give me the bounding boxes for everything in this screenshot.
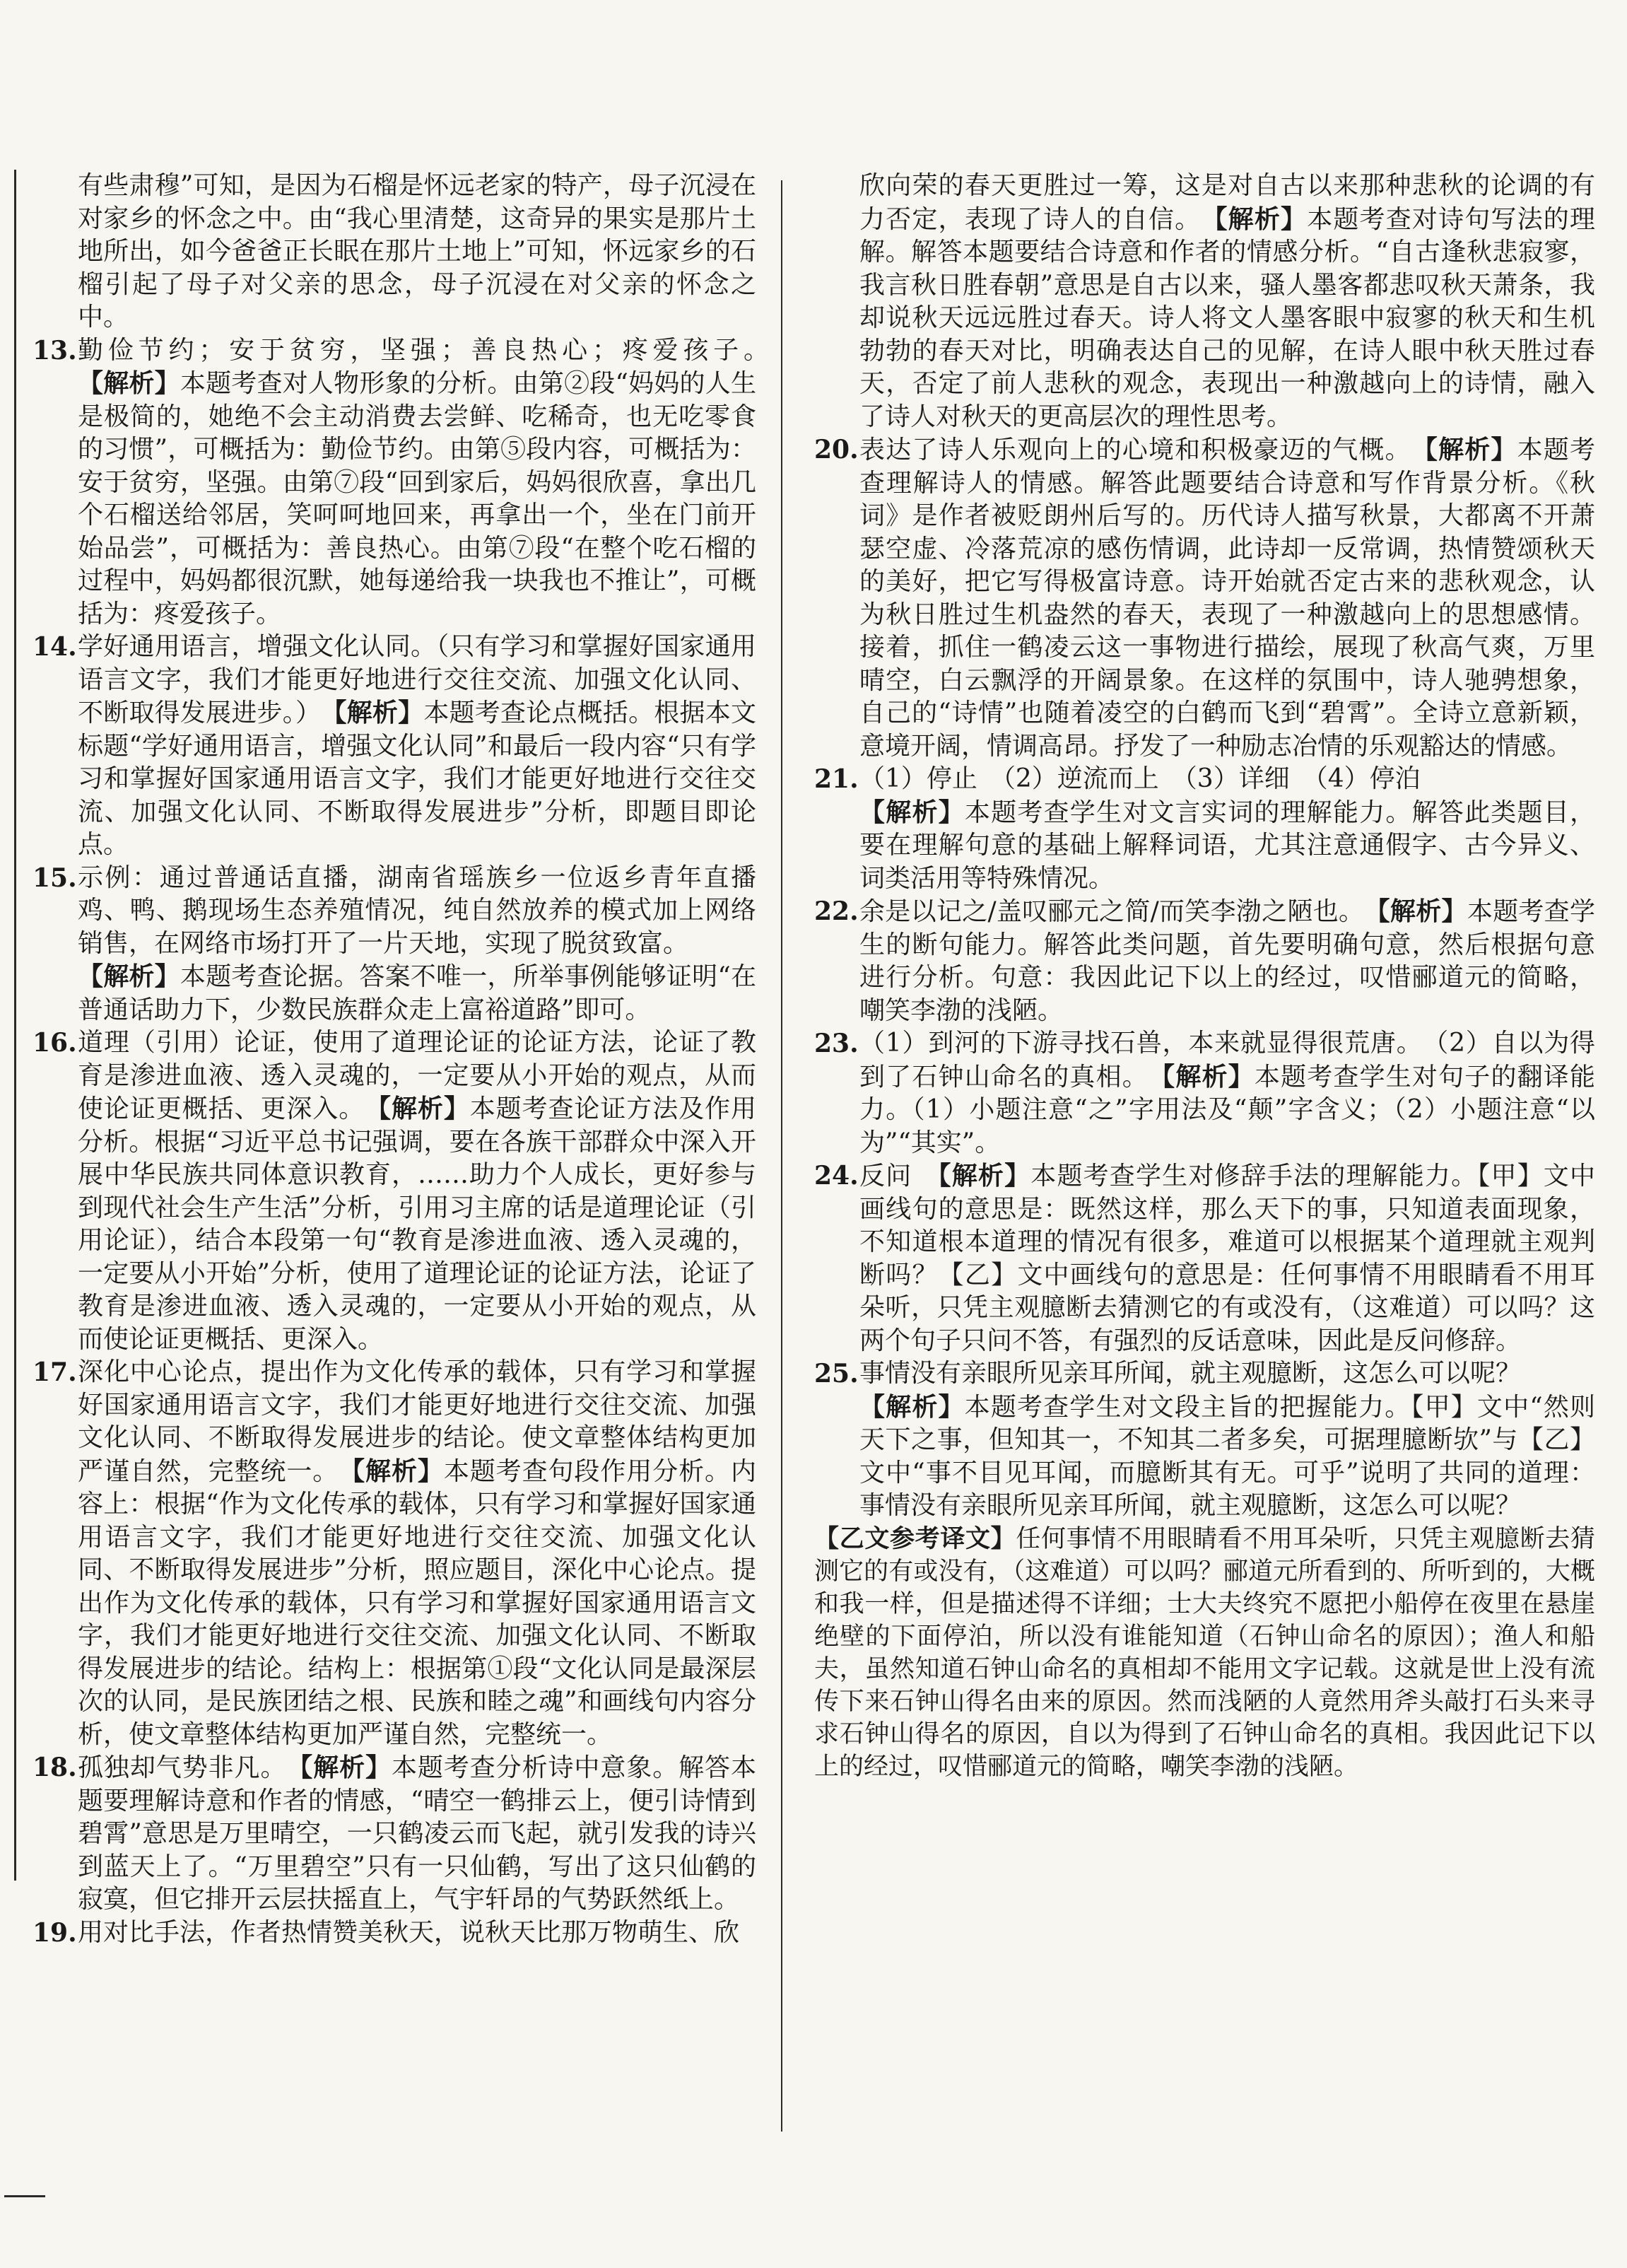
item-number: 24.	[814, 1161, 859, 1191]
item-text	[78, 862, 756, 1027]
analysis-tag: 【解析】	[78, 368, 180, 398]
analysis-text: 本题考查对人物形象的分析。由第②段“妈妈的人生是极简的，她绝不会主动消费去尝鲜、吃稀奇，也无吃零食的习惯”，可概括为：勤俭节约。由第⑤段内容，可概括为：安于贫穷，坚强。由第⑦段“回到家后，妈妈很欣喜，拿出几个石榴送给邻居，笑呵呵地回来，再拿出一个，坐在门前开始品尝”，可概括为：善良热心。由第⑦段“在整个吃石榴的过程中，妈妈都很沉默，她每递给我一块我也不推让”，可概括为：疼爱孩子。	[78, 369, 756, 629]
answer-text: 欣向荣的春天更胜过一筹，这是对自古以来那种悲秋的论调的有力否定，表现了诗人的自信。	[859, 171, 1595, 234]
answer-item-16	[33, 1027, 756, 1356]
analysis-text: 本题考查学生对修辞手法的理解能力。【甲】文中画线句的意思是：既然这样，那么天下的事，只知道表面现象，不知道根本道理的情况有很多，难道可以根据某个道理就主观判断吗？【乙】文中画线句的意思是：任何事情不用眼睛看不用耳朵听，只凭主观臆断去猜测它的有或没有，（这难道）可以吗？这两个句子只问不答，有强烈的反话意味，因此是反问修辞。	[859, 1162, 1595, 1355]
item-text	[78, 334, 756, 631]
analysis-text: 本题考查学生对文段主旨的把握能力。【甲】文中“然则天下之事，但知其一，不知其二者多矣，可据理臆断欤”与【乙】文中“事不目见耳闻，而臆断其有无。可乎”说明了共同的道理：事情没有亲眼所见亲耳所闻，就主观臆断，这怎么可以呢？	[859, 1392, 1595, 1520]
analysis-text: 本题考查分析诗中意象。解答本题要理解诗意和作者的情感，“晴空一鹤排云上，便引诗情到碧霄”意思是万里晴空，一只鹤凌云而飞起，就引发我的诗兴到蓝天上了。“万里碧空”只有一只仙鹤，写出了这只仙鹤的寂寞，但它排开云层扶摇直上，气宇轩昂的气势跃然纸上。	[78, 1753, 756, 1914]
answer-text: 表达了诗人乐观向上的心境和积极豪迈的气概。	[859, 436, 1399, 464]
analysis-text: 本题考查对诗句写法的理解。解答本题要结合诗意和作者的情感分析。“自古逢秋悲寂寥，我言秋日胜春朝”意思是自古以来，骚人墨客都悲叹秋天萧条，我却说秋天远远胜过春天。诗人将文人墨客眼中寂寥的秋天和生机勃勃的春天对比，明确表达自己的见解，在诗人眼中秋天胜过春天，否定了前人悲秋的观念，表现出一种激越向上的诗情，融入了诗人对秋天的更高层次的理性思考。	[859, 204, 1595, 431]
analysis-tag: 【解析】	[1424, 435, 1517, 464]
answer-text: 反问	[859, 1162, 912, 1191]
analysis-text: 本题考查学生对文言实词的理解能力。解答此类题目，要在理解句意的基础上解释词语，尤其注意通假字、古今异义、词类活用等特殊情况。	[859, 797, 1595, 893]
item-number: 19.	[33, 1917, 77, 1948]
analysis-text: 本题考查论据。答案不唯一，所举事例能够证明“在普通话助力下，少数民族群众走上富裕道路”即可。	[78, 962, 756, 1024]
item-text	[859, 1027, 1595, 1159]
answer-item-17	[33, 1356, 756, 1751]
answer-text: 事情没有亲眼所见亲耳所闻，就主观臆断，这怎么可以呢？	[859, 1359, 1522, 1388]
translation-label: 【乙文参考译文】	[814, 1524, 1016, 1553]
item-text	[78, 1356, 756, 1751]
answer-text: 深化中心论点，提出作为文化传承的载体，只有学习和掌握好国家通用语言文字，我们才能更好地进行交往交流、加强文化认同、不断取得发展进步的结论。使文章整体结构更加严谨自然，完整统一。	[78, 1357, 756, 1486]
analysis-text: 本题考查学生的断句能力。解答此类问题，首先要明确句意，然后根据句意进行分析。句意：我因此记下以上的经过，叹惜郦道元的简略，嘲笑李渤的浅陋。	[859, 897, 1595, 1025]
item-12-continuation: 有些肃穆”可知，是因为石榴是怀远老家的特产，母子沉浸在对家乡的怀念之中。由“我心里清楚，这奇异的果实是那片土地所出，如今爸爸正长眠在那片土地上”可知，怀远家乡的石榴引起了母子对父亲的思念，母子沉浸在对父亲的怀念之中。	[78, 171, 756, 332]
item-number: 18.	[33, 1753, 77, 1782]
analysis-tag: 【解析】	[859, 797, 965, 827]
item-text	[859, 1357, 1595, 1523]
analysis-tag: 【解析】	[1214, 204, 1308, 234]
footer-rule	[4, 2195, 45, 2197]
answer-text: 示例：通过普通话直播，湖南省瑶族乡一位返乡青年直播鸡、鸭、鹅现场生态养殖情况，纯自然放养的模式加上网络销售，在网络市场打开了一片天地，实现了脱贫致富。	[78, 863, 756, 958]
item-text	[859, 1159, 1595, 1357]
answer-text: 勤俭节约；安于贫穷，坚强；善良热心；疼爱孩子。	[78, 335, 756, 365]
answer-item-19	[33, 1917, 756, 1950]
answer-item-18	[33, 1751, 756, 1917]
item-number: 22.	[814, 896, 859, 926]
answer-text: （1）到河的下游寻找石兽，本来就显得很荒唐。 （2）自以为得到了石钟山命名的真相。	[859, 1029, 1595, 1092]
item-text	[859, 895, 1595, 1027]
answer-text: 学好通用语言，增强文化认同。（只有学习和掌握好国家通用语言文字，我们才能更好地进行交往交流、加强文化认同、不断取得发展进步。）	[78, 632, 756, 727]
analysis-text: 本题考查论点概括。根据本文标题“学好通用语言，增强文化认同”和最后一段内容“只有学习和掌握好国家通用语言文字，我们才能更好地进行交往交流、加强文化认同、不断取得发展进步”分析，即题目即论点。	[78, 698, 756, 859]
answer-item-14	[33, 631, 756, 862]
analysis-tag: 【解析】	[1377, 896, 1467, 926]
item-number: 21.	[814, 764, 859, 794]
answer-item-22	[814, 895, 1595, 1027]
item-number: 14.	[33, 632, 77, 662]
right-column	[814, 170, 1595, 1783]
item-text	[78, 1027, 756, 1356]
analysis-tag: 【解析】	[78, 961, 180, 991]
analysis-tag: 【解析】	[1162, 1061, 1255, 1092]
left-column	[33, 170, 756, 1949]
answer-text: （1）停止 （2）逆流而上 （3）详细 （4）停泊	[859, 764, 1421, 793]
item-number: 13.	[33, 335, 77, 366]
analysis-tag: 【解析】	[300, 1753, 392, 1782]
analysis-tag: 【解析】	[938, 1161, 1031, 1191]
analysis-tag: 【解析】	[334, 698, 424, 727]
answer-text: 孤独却气势非凡。	[78, 1753, 274, 1782]
left-margin-rule	[14, 170, 16, 1881]
item-number: 20.	[814, 435, 859, 464]
answer-item-24	[814, 1159, 1595, 1357]
answer-item-23	[814, 1027, 1595, 1159]
analysis-text: 本题考查论证方法及作用分析。根据“习近平总书记强调，要在各族干部群众中深入开展中华民族共同体意识教育，……助力个人成长，更好参与到现代社会生产生活”分析，引用习主席的话是道理论证（引用论证），结合本段第一句“教育是渗进血液、透入灵魂的，一定要从小开始”分析，使用了道理论证的论证方法，论证了教育是渗进血液、透入灵魂的，一定要从小开始的观点，从而使论证更概括、更深入。	[78, 1094, 756, 1354]
item-text	[78, 631, 756, 862]
analysis-text: 本题考查句段作用分析。内容上：根据“作为文化传承的载体，只有学习和掌握好国家通用语言文字，我们才能更好地进行交往交流、加强文化认同、不断取得发展进步”分析，照应题目，深化中心论点。提出作为文化传承的载体，只有学习和掌握好国家通用语言文字，我们才能更好地进行交往交流、加强文化认同、不断取得发展进步的结论。结构上：根据第①段“文化认同是最深层次的认同，是民族团结之根、民族和睦之魂”和画线句内容分析，使文章整体结构更加严谨自然，完整统一。	[78, 1456, 756, 1749]
answer-item-15	[33, 862, 756, 1027]
item-number: 23.	[814, 1029, 859, 1058]
item-number: 17.	[33, 1357, 77, 1387]
item-19-continuation	[859, 170, 1595, 433]
answer-item-25	[814, 1357, 1595, 1523]
translation-text: 任何事情不用眼睛看不用耳朵听，只凭主观臆断去猜测它的有或没有，（这难道）可以吗？郦道元所看到的、所听到的，大概和我一样，但是描述得不详细；士大夫终究不愿把小船停在夜里在悬崖绝壁的下面停泊，所以没有谁能知道（石钟山命名的原因）；渔人和船夫，虽然知道石钟山命名的真相却不能用文字记载。这就是世上没有流传下来石钟山得名由来的原因。然而浅陋的人竟然用斧头敲打石头来寻求石钟山得名的原因，自以为得到了石钟山命名的真相。我因此记下以上的经过，叹惜郦道元的简略，嘲笑李渤的浅陋。	[814, 1524, 1595, 1781]
reference-translation	[814, 1523, 1595, 1783]
answer-item-21	[814, 763, 1595, 895]
answer-item-13	[33, 334, 756, 631]
answer-text: 余是以记之/盖叹郦元之简/而笑李渤之陋也。	[859, 897, 1352, 926]
item-number: 15.	[33, 863, 77, 893]
analysis-tag: 【解析】	[859, 1391, 965, 1422]
analysis-tag: 【解析】	[352, 1456, 444, 1486]
column-divider	[781, 180, 782, 2132]
analysis-tag: 【解析】	[378, 1094, 470, 1123]
item-text	[78, 1751, 756, 1917]
item-text	[859, 433, 1595, 763]
item-text	[859, 763, 1595, 895]
item-number: 16.	[33, 1028, 77, 1058]
analysis-text: 本题考查理解诗人的情感。解答此题要结合诗意和写作背景分析。《秋词》是作者被贬朗州后写的。历代诗人描写秋景，大都离不开萧瑟空虚、冷落荒凉的感伤情调，此诗却一反常调，热情赞颂秋天的美好，把它写得极富诗意。诗开始就否定古来的悲秋观念，认为秋日胜过生机盎然的春天，表现了一种激越向上的思想感情。接着，抓住一鹤凌云这一事物进行描绘，展现了秋高气爽，万里晴空，白云飘浮的开阔景象。在这样的氛围中，诗人驰骋想象，自己的“诗情”也随着凌空的白鹤而飞到“碧霄”。全诗立意新颖，意境开阔，情调高昂。抒发了一种励志冶情的乐观豁达的情感。	[859, 436, 1595, 761]
answer-item-20	[814, 433, 1595, 763]
analysis-text: 本题考查学生对句子的翻译能力。（1）小题注意“之”字用法及“颠”字含义；（2）小题注意“以为”“其实”。	[859, 1062, 1595, 1157]
item-text: 用对比手法，作者热情赞美秋天，说秋天比那万物萌生、欣	[78, 1917, 740, 1947]
answer-text: 道理（引用）论证，使用了道理论证的论证方法，论证了教育是渗进血液、透入灵魂的，一定要从小开始的观点，从而使论证更概括、更深入。	[78, 1028, 756, 1123]
item-number: 25.	[814, 1359, 859, 1389]
